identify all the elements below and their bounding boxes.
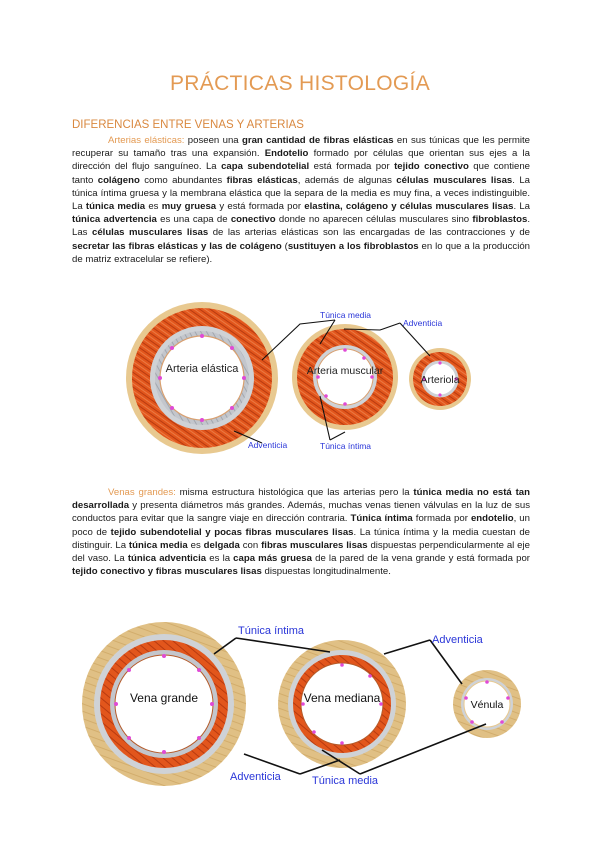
label-vena-mediana: Vena mediana (303, 691, 381, 705)
label-arteriola: Arteriola (420, 374, 460, 386)
term-arterias-elasticas: Arterias elásticas: (108, 135, 185, 146)
label-tunica-intima-2: Túnica íntima (238, 625, 305, 637)
label-vena-grande: Vena grande (129, 691, 199, 705)
label-adventicia-bottom: Adventicia (248, 440, 288, 450)
label-venula: Vénula (470, 699, 504, 711)
label-adventicia-bottom-2: Adventicia (230, 771, 281, 783)
arteria-elastica-diagram (126, 302, 278, 454)
venula-diagram (453, 670, 521, 738)
paragraph-venas: Venas grandes: misma estructura histológica que las arterias pero la túnica media no está tan desarrollada y presenta diámetros más grandes. Además, muchas venas tienen válvulas en la luz de sus conductos para evitar que la sangre viaje en dirección contraria. Túnica íntima formada por endotelio, un poco de tejido subendotelial y pocas fibras musculares lisas. La túnica íntima y la media cuestan de distinguir. La túnica media es delgada con fibras musculares lisas dispuestas perpendicularmente al eje del vaso. La túnica adventicia es la capa más gruesa de la pared de la vena grande y está formada por tejido conectivo y fibras musculares lisas dispuestas longitudinalmente. (72, 487, 530, 578)
label-arteria-elastica: Arteria elástica (165, 363, 239, 375)
label-tunica-media: Túnica media (320, 310, 372, 320)
label-tunica-intima: Túnica íntima (320, 441, 372, 451)
page-title: PRÁCTICAS HISTOLOGÍA (170, 72, 430, 95)
label-tunica-media-2: Túnica media (312, 775, 379, 787)
paragraph-arterias: Arterias elásticas: poseen una gran cantidad de fibras elásticas en sus túnicas que les permite recuperar su tamaño tras una expansión. Endotelio formado por células que orientan sus ejes a la dirección del flujo sanguíneo. La capa subendotelial está formada por tejido conectivo que contiene tanto colágeno como abundantes fibras elásticas, además de algunas células musculares lisas. La túnica íntima gruesa y la membrana elástica que la separa de la media es muy fina, a veces indistinguible. La túnica media es muy gruesa y está formada por elastina, colágeno y células musculares lisas. La túnica advertencia es una capa de conectivo donde no aparecen células musculares sino fibroblastos. Las células musculares lisas de las arterias elásticas son las encargadas de las contracciones y de secretar las fibras elásticas y las de colágeno (sustituyen a los fibroblastos en lo que a la producción de matriz extracelular se refiere). (72, 135, 531, 265)
vena-mediana-diagram (278, 640, 406, 768)
label-arteria-muscular: Arteria muscular (306, 365, 384, 377)
figure-venas (0, 612, 600, 792)
arteria-muscular-diagram (292, 324, 398, 430)
term-venas-grandes: Venas grandes: (108, 487, 176, 498)
section-heading: DIFERENCIAS ENTRE VENAS Y ARTERIAS (72, 119, 304, 131)
label-adventicia-top: Adventicia (403, 318, 443, 328)
arteriola-diagram (409, 348, 471, 410)
label-adventicia-top-2: Adventicia (432, 634, 483, 646)
vena-grande-diagram (82, 622, 246, 786)
figure-arterias (0, 300, 600, 470)
